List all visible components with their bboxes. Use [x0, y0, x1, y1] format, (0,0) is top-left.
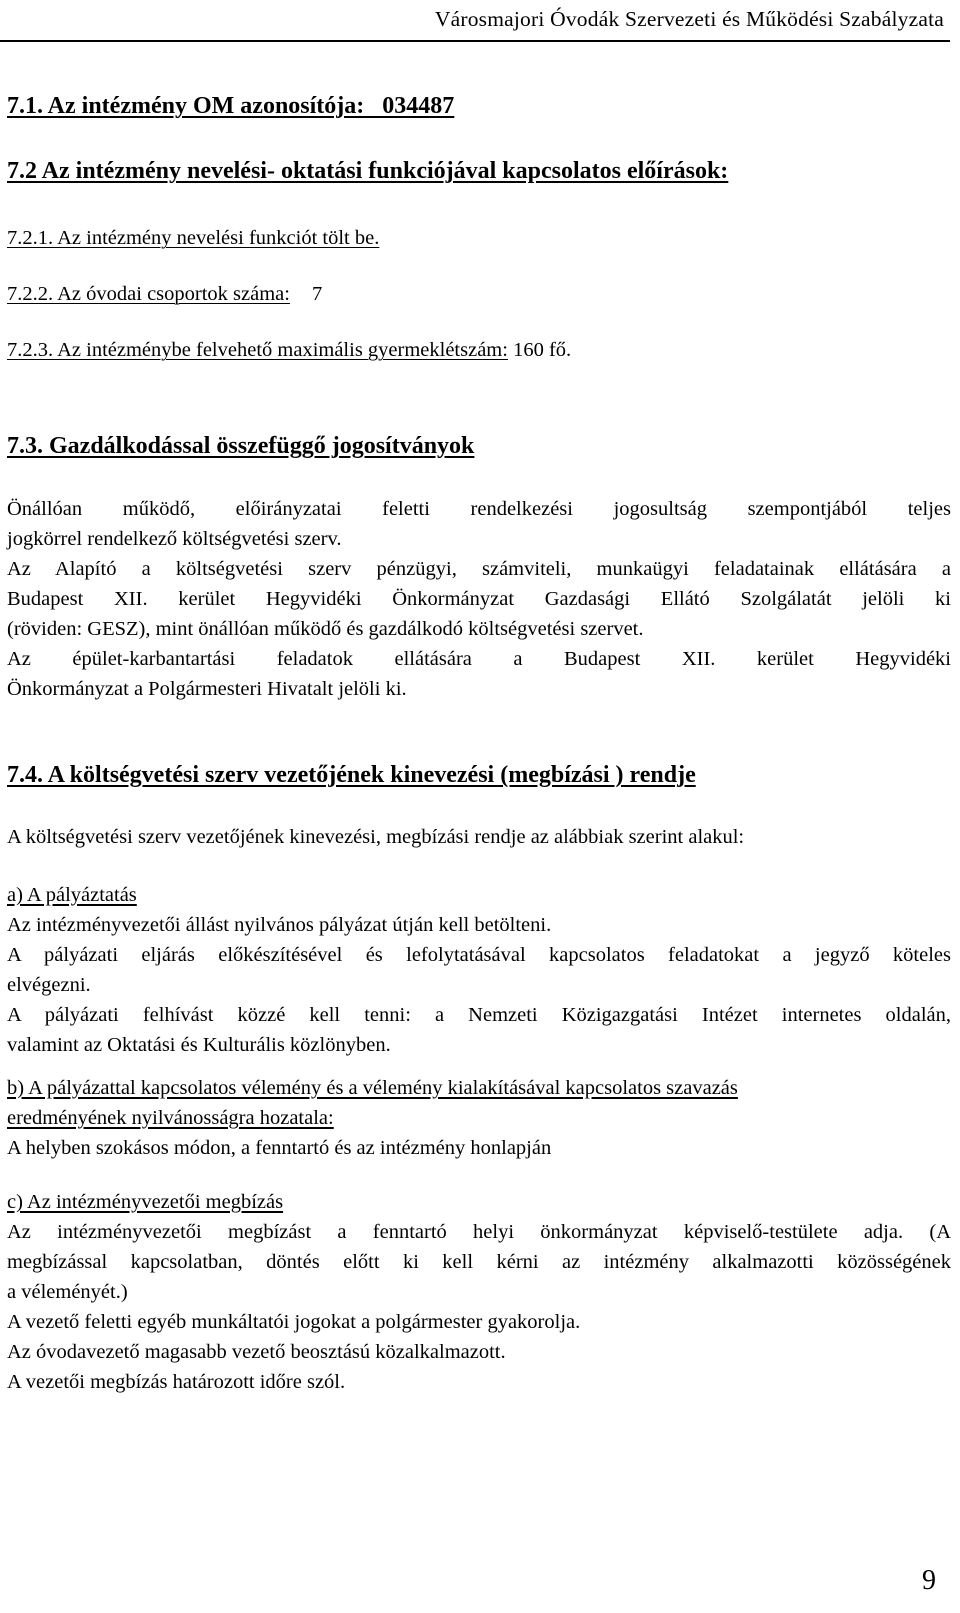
section-7-2-3-value: 160 fő.	[513, 339, 572, 361]
paragraph-line: a véleményét.)	[7, 1281, 128, 1303]
paragraph-line: Az épület-karbantartási feladatok ellátására a Budapest XII. kerület Hegyvidéki	[7, 648, 951, 670]
page-header	[0, 0, 950, 42]
section-7-2-heading	[7, 157, 728, 185]
paragraph-line: Az intézményvezetői megbízást a fenntartó helyi önkormányzat képviselő-testülete adja. (A	[7, 1221, 951, 1243]
paragraph-line: Budapest XII. kerület Hegyvidéki Önkormányzat Gazdasági Ellátó Szolgálatát jelöli ki	[7, 588, 951, 610]
section-7-2-3	[7, 336, 571, 364]
subsection-b-title-text: eredményének nyilvánosságra hozatala:	[7, 1107, 334, 1129]
section-7-1-heading	[7, 92, 454, 120]
section-7-3-body	[7, 494, 951, 704]
section-7-4-intro	[7, 822, 951, 852]
paragraph-line: A vezető feletti egyéb munkáltatói jogokat a polgármester gyakorolja.	[7, 1311, 581, 1333]
section-7-4-c	[7, 1187, 951, 1397]
section-7-4-heading	[7, 761, 696, 789]
paragraph-line: Az intézményvezetői állást nyilvános pályázat útján kell betölteni.	[7, 914, 552, 936]
section-7-1-heading-text: 7.1. Az intézmény OM azonosítója: 034487	[7, 93, 455, 119]
paragraph-line: A pályázati eljárás előkészítésével és lefolytatásával kapcsolatos feladatokat a jegyző köteles	[7, 944, 951, 966]
subsection-a-title	[7, 880, 951, 910]
section-7-3-heading	[7, 432, 474, 460]
section-7-2-2-value: 7	[311, 283, 323, 305]
subsection-b-title-text: b) A pályázattal kapcsolatos vélemény és a vélemény kialakításával kapcsolatos szavazás	[7, 1077, 738, 1099]
paragraph-line: Az Alapító a költségvetési szerv pénzügyi, számviteli, munkaügyi feladatainak ellátására a	[7, 558, 951, 580]
section-7-2-heading-text: 7.2 Az intézmény nevelési- oktatási funkciójával kapcsolatos előírások:	[7, 158, 729, 184]
paragraph-line: Önkormányzat a Polgármesteri Hivatalt jelöli ki.	[7, 678, 407, 700]
page-number: 9	[922, 1565, 936, 1596]
subsection-b-title-line1	[7, 1073, 951, 1103]
subsection-b-title-line2	[7, 1103, 951, 1133]
section-7-2-1-text: 7.2.1. Az intézmény nevelési funkciót tölt be.	[7, 227, 380, 249]
section-7-4-a	[7, 880, 951, 1060]
subsection-c-title	[7, 1187, 951, 1217]
section-7-3-heading-text: 7.3. Gazdálkodással összefüggő jogosítványok	[7, 433, 475, 459]
section-7-4-heading-text: 7.4. A költségvetési szerv vezetőjének kinevezési (megbízási ) rendje	[7, 762, 696, 788]
paragraph-line: A vezetői megbízás határozott időre szól.	[7, 1371, 346, 1393]
paragraph-line: A helyben szokásos módon, a fenntartó és az intézmény honlapján	[7, 1137, 552, 1159]
paragraph-line: (röviden: GESZ), mint önállóan működő és gazdálkodó költségvetési szervet.	[7, 618, 644, 640]
section-7-2-1	[7, 224, 379, 252]
paragraph-line: Az óvodavezető magasabb vezető beosztású közalkalmazott.	[7, 1341, 506, 1363]
paragraph-line: elvégezni.	[7, 974, 91, 996]
section-7-4-b	[7, 1073, 951, 1163]
paragraph-line: Önállóan működő, előirányzatai feletti rendelkezési jogosultság szempontjából teljes	[7, 498, 951, 520]
paragraph-line: valamint az Oktatási és Kulturális közlönyben.	[7, 1034, 391, 1056]
section-7-2-3-label: 7.2.3. Az intézménybe felvehető maximális gyermeklétszám:	[7, 339, 508, 361]
paragraph-line: megbízással kapcsolatban, döntés előtt ki kell kérni az intézmény alkalmazotti közösségének	[7, 1251, 951, 1273]
paragraph-line: A pályázati felhívást közzé kell tenni: a Nemzeti Közigazgatási Intézet internetes oldalán,	[7, 1004, 951, 1026]
subsection-a-title-text: a) A pályáztatás	[7, 884, 137, 906]
section-7-2-2	[7, 280, 322, 308]
paragraph-line: jogkörrel rendelkező költségvetési szerv.	[7, 528, 342, 550]
document-title: Városmajori Óvodák Szervezeti és Működési Szabályzata	[434, 7, 944, 31]
section-7-2-2-label: 7.2.2. Az óvodai csoportok száma:	[7, 283, 290, 305]
subsection-c-title-text: c) Az intézményvezetői megbízás	[7, 1191, 284, 1213]
paragraph-line: A költségvetési szerv vezetőjének kinevezési, megbízási rendje az alábbiak szerint alakul:	[7, 826, 745, 848]
